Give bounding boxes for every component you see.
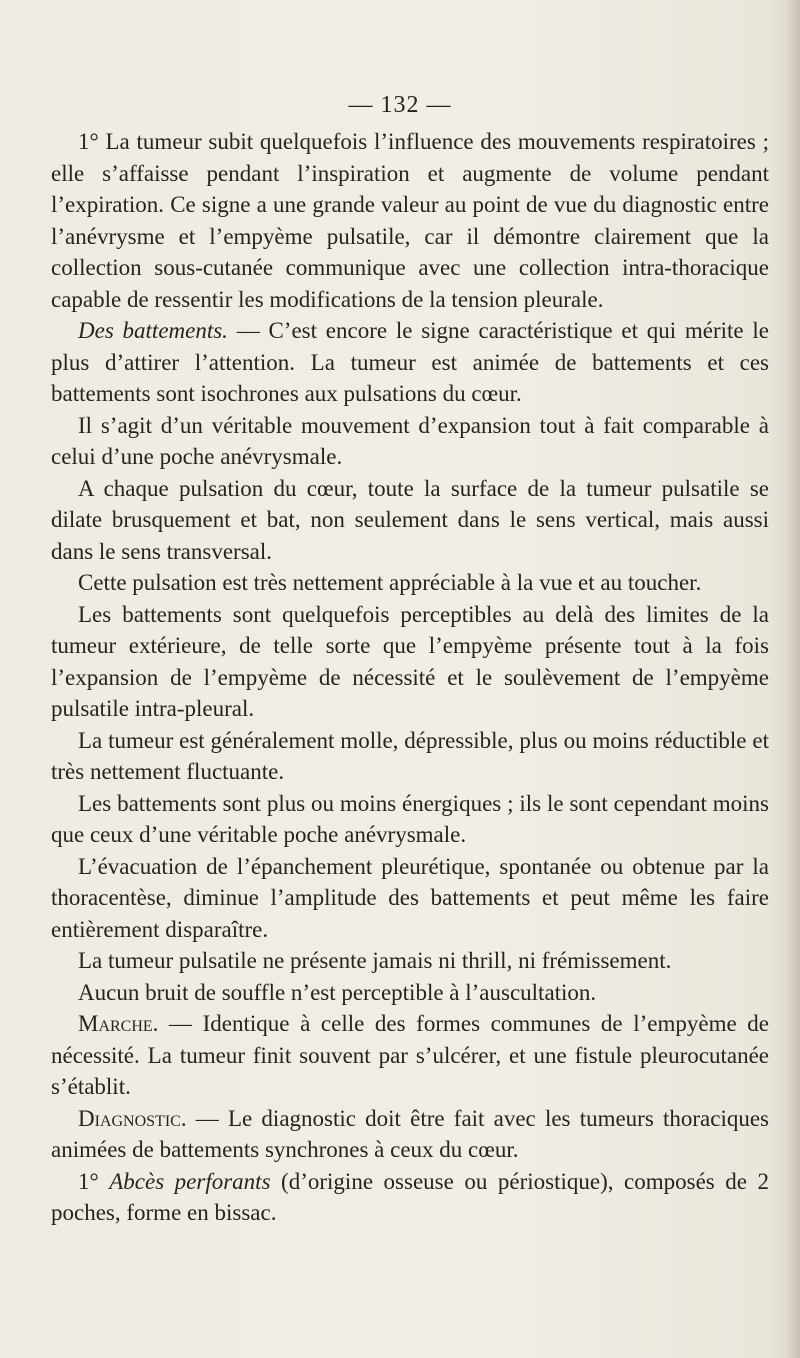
paragraph-text: A chaque pulsation du cœur, toute la surface de la tumeur pulsatile se dilate brusquement et bat, non seulement dans le sens vertical, mais aussi dans le sens transversal. (51, 475, 769, 564)
page-edge-shadow (786, 0, 800, 1358)
paragraph-text: Il s’agit d’un véritable mouvement d’expansion tout à fait comparable à celui d’une poche anévrysmale. (51, 412, 769, 469)
paragraph-abces (51, 1166, 769, 1229)
paragraph-respiration (51, 126, 769, 315)
paragraph-expansion (51, 410, 769, 473)
list-number: 1° (78, 1168, 110, 1194)
paragraph-text: Les battements sont plus ou moins énergiques ; ils le sont cependant moins que ceux d’une véritable poche anévrysmale. (51, 790, 769, 847)
paragraph-text: 1° La tumeur subit quelquefois l’influence des mouvements respiratoires ; elle s’affaisse pendant l’inspiration et augmente de volume pendant l’expiration. Ce signe a une grande valeur au point de vue du diagnostic entre l’anévrysme et l’empyème pulsatile, car il démontre clairement que la collection sous-cutanée communique avec une collection intra-thoracique capable de ressentir les modifications de la tension pleurale. (51, 129, 769, 312)
paragraph-text: L’évacuation de l’épanchement pleurétique, spontanée ou obtenue par la thoracentèse, diminue l’amplitude des battements et peut même les faire entièrement disparaître. (51, 853, 769, 942)
section-heading-diagnostic: Diagnostic. (78, 1105, 187, 1131)
paragraph-text: Aucun bruit de souffle n’est perceptible à l’auscultation. (78, 979, 597, 1005)
paragraph-appreciable (51, 567, 769, 599)
section-heading-battements: Des battements. (78, 318, 228, 343)
paragraph-text: — C’est encore le signe caractéristique et qui mérite le plus d’attirer l’attention. La tumeur est animée de battements et ces battements sont isochrones aux pulsations du cœur. (51, 318, 769, 406)
paragraph-diagnostic (51, 1103, 769, 1166)
paragraph-evacuation (51, 851, 769, 946)
body-text (51, 126, 769, 1229)
page-number: — 132 — (348, 92, 452, 118)
paragraph-text: Les battements sont quelquefois perceptibles au delà des limites de la tumeur extérieure, de telle sorte que l’empyème présente tout à la fois l’expansion de l’empyème de nécessité et le soulèvement de l’empyème pulsatile intra-pleural. (51, 601, 769, 721)
section-heading-marche: Marche. (78, 1011, 159, 1036)
paragraph-energiques (51, 788, 769, 851)
paragraph-text: — Identique à celle des formes communes de l’empyème de nécessité. La tumeur finit souvent par s’ulcérer, et une fistule pleurocutanée s’établit. (51, 1011, 769, 1099)
paragraph-text: La tumeur pulsatile ne présente jamais ni thrill, ni frémissement. (78, 948, 672, 973)
paragraph-limites (51, 599, 769, 725)
item-heading-abces: Abcès perforants (109, 1168, 271, 1194)
paragraph-souffle (51, 977, 769, 1009)
paragraph-text: La tumeur est généralement molle, dépressible, plus ou moins réductible et très nettement fluctuante. (51, 727, 769, 784)
paragraph-molle (51, 725, 769, 788)
paragraph-battements (51, 315, 769, 410)
paragraph-text: (d’origine osseuse ou périostique), composés de 2 poches, forme en bissac. (51, 1168, 769, 1225)
paragraph-marche (51, 1008, 769, 1103)
paragraph-text: — Le diagnostic doit être fait avec les tumeurs thoraciques animées de battements synchrones à ceux du cœur. (51, 1105, 769, 1162)
paragraph-thrill (51, 945, 769, 977)
paragraph-pulsation (51, 473, 769, 568)
paragraph-text: Cette pulsation est très nettement appréciable à la vue et au toucher. (78, 570, 702, 595)
